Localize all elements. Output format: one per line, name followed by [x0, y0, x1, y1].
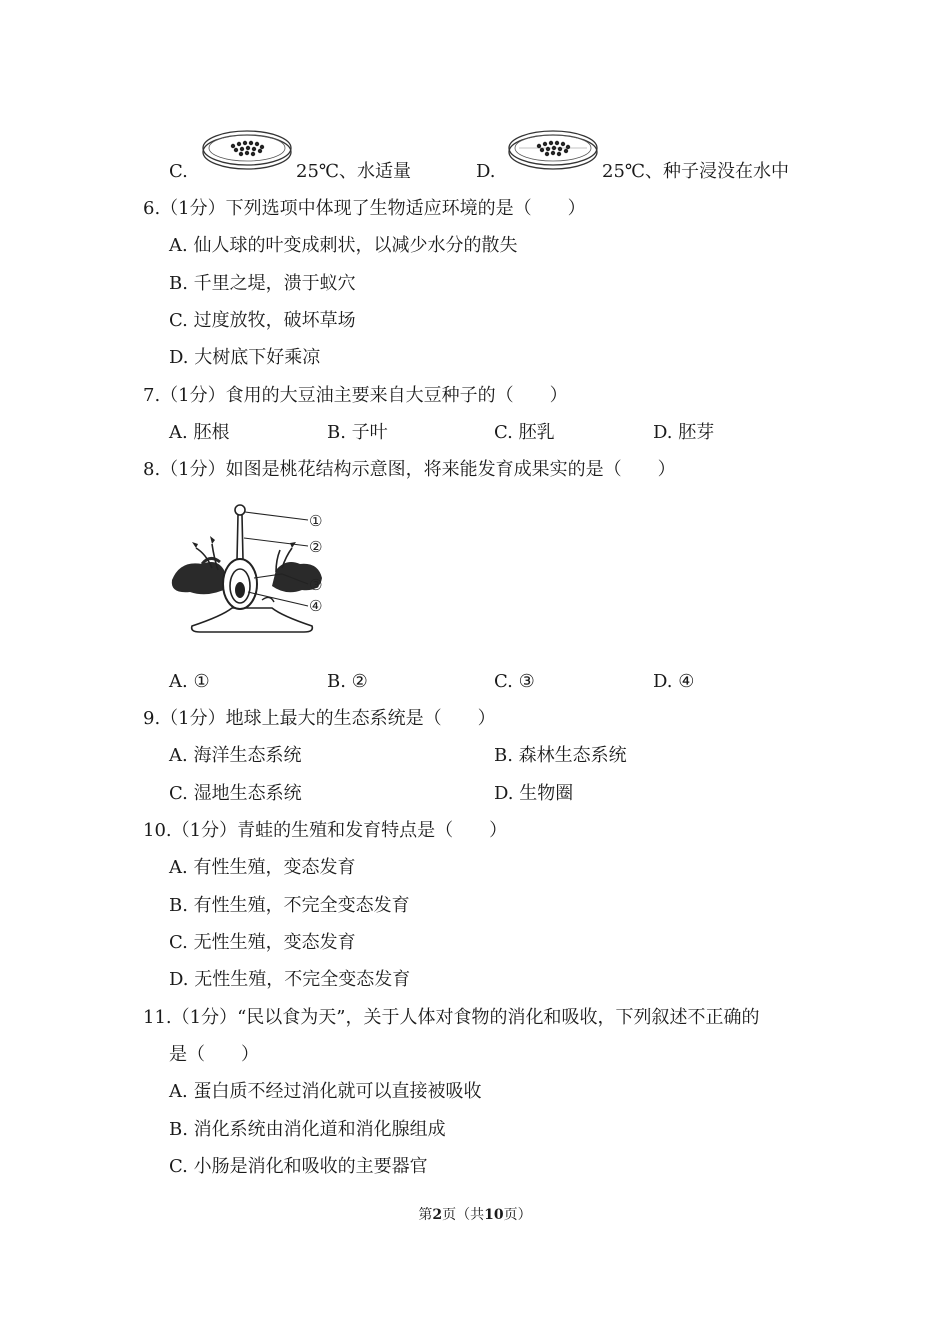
- q10-option-a: A. 有性生殖，变态发育: [169, 857, 356, 878]
- q6-option-a: A. 仙人球的叶变成刺状，以减少水分的散失: [169, 235, 518, 256]
- q9-option-b: B. 森林生态系统: [494, 745, 627, 766]
- q6-option-b: B. 千里之堤，溃于蚁穴: [169, 273, 356, 294]
- page-footer: [0, 1206, 950, 1224]
- q8-option-c: C. ③: [494, 671, 535, 692]
- q6-option-c: C. 过度放牧，破坏草场: [169, 310, 356, 331]
- q7-option-d: D. 胚芽: [653, 422, 715, 443]
- q11-option-b: B. 消化系统由消化道和消化腺组成: [169, 1119, 446, 1140]
- q6-option-d: D. 大树底下好乘凉: [169, 347, 321, 368]
- footer-prefix: 第: [418, 1207, 433, 1223]
- q8-option-a: A. ①: [169, 671, 210, 692]
- petri-dish-c-image: [200, 126, 294, 176]
- petri-dish-d-image: [506, 126, 600, 176]
- q10-option-b: B. 有性生殖，不完全变态发育: [169, 895, 410, 916]
- q7-option-c: C. 胚乳: [494, 422, 555, 443]
- footer-middle: 页（共: [442, 1207, 485, 1223]
- q11-option-a: A. 蛋白质不经过消化就可以直接被吸收: [169, 1081, 482, 1102]
- q6-stem: 6.（1分）下列选项中体现了生物适应环境的是（ ）: [143, 198, 586, 219]
- q10-stem: 10.（1分）青蛙的生殖和发育特点是（ ）: [143, 820, 508, 841]
- q5-option-d-letter: D.: [476, 161, 496, 182]
- q11-stem-line2: 是（ ）: [169, 1044, 259, 1065]
- q10-option-d: D. 无性生殖，不完全变态发育: [169, 969, 411, 990]
- footer-total-pages: 10: [484, 1207, 504, 1223]
- q5-option-c-letter: C.: [169, 161, 188, 182]
- footer-page-number: 2: [432, 1207, 443, 1223]
- q7-option-b: B. 子叶: [327, 422, 388, 443]
- footer-suffix: 页）: [503, 1207, 532, 1223]
- q9-option-c: C. 湿地生态系统: [169, 783, 302, 804]
- q8-option-d: D. ④: [653, 671, 695, 692]
- q9-option-a: A. 海洋生态系统: [169, 745, 302, 766]
- q5-option-c-text: 25℃、水适量: [296, 161, 412, 182]
- q11-stem-line1: 11.（1分）“民以食为天”，关于人体对食物的消化和吸收，下列叙述不正确的: [143, 1007, 760, 1028]
- q8-stem: 8.（1分）如图是桃花结构示意图，将来能发育成果实的是（ ）: [143, 459, 676, 480]
- q11-option-c: C. 小肠是消化和吸收的主要器官: [169, 1156, 428, 1177]
- flower-label-1: ①: [309, 512, 323, 530]
- q9-option-d: D. 生物圈: [494, 783, 574, 804]
- q10-option-c: C. 无性生殖，变态发育: [169, 932, 356, 953]
- flower-label-2: ②: [309, 538, 323, 556]
- peach-flower-diagram: [162, 498, 338, 640]
- q8-option-b: B. ②: [327, 671, 368, 692]
- q5-option-d-text: 25℃、种子浸没在水中: [602, 161, 790, 182]
- q9-stem: 9.（1分）地球上最大的生态系统是（ ）: [143, 708, 496, 729]
- flower-label-4: ④: [309, 597, 323, 615]
- q7-option-a: A. 胚根: [169, 422, 230, 443]
- flower-label-3: ③: [309, 576, 323, 594]
- q7-stem: 7.（1分）食用的大豆油主要来自大豆种子的（ ）: [143, 385, 568, 406]
